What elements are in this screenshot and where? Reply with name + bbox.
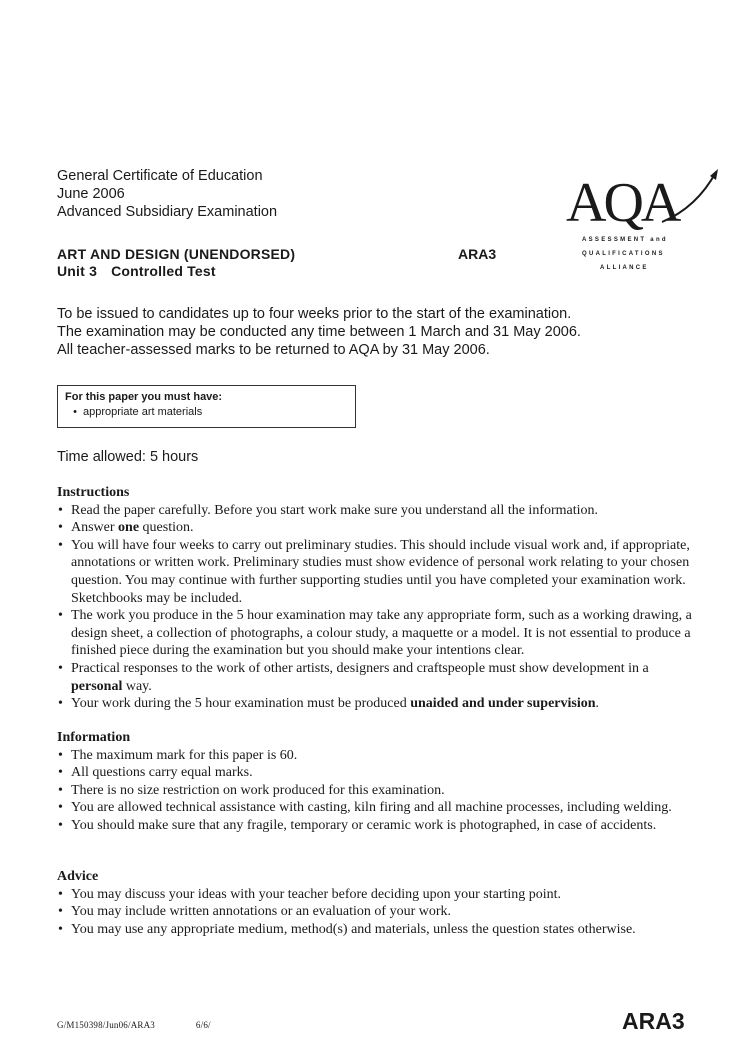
list-item: • You may use any appropriate medium, method(s) and materials, unless the question states otherwise.: [57, 921, 697, 939]
issue-note-1: To be issued to candidates up to four weeks prior to the start of the examination.: [57, 306, 572, 322]
qualification-title: General Certificate of Education: [57, 168, 263, 184]
emphasis: unaided and under supervision: [410, 696, 596, 712]
information-heading: Information: [57, 730, 131, 745]
list-item: • Practical responses to the work of other artists, designers and craftspeople must show development in a personal way.: [57, 660, 697, 695]
issue-notes: [57, 305, 581, 359]
unit-name: Controlled Test: [111, 263, 216, 279]
advice-section: [57, 868, 697, 938]
list-item: • All questions carry equal marks.: [57, 764, 697, 782]
emphasis: one: [118, 520, 140, 536]
instructions-section: [57, 484, 697, 713]
list-item: • There is no size restriction on work produced for this examination.: [57, 782, 697, 800]
information-list: [57, 747, 697, 835]
materials-list: [65, 406, 202, 418]
list-item: • Your work during the 5 hour examination must be produced unaided and under supervision.: [57, 695, 697, 713]
materials-heading: For this paper you must have:: [65, 391, 223, 403]
materials-item: • appropriate art materials: [65, 406, 202, 418]
footer-reference: [57, 1020, 211, 1030]
exam-session: June 2006: [57, 186, 125, 202]
footer-paper-code: ARA3: [622, 1008, 685, 1034]
time-allowed: Time allowed: 5 hours: [57, 449, 199, 465]
unit-line: [57, 263, 295, 280]
logo-tagline-3: ALLIANCE: [600, 265, 649, 271]
advice-list: [57, 886, 697, 939]
list-item: • You are allowed technical assistance with casting, kiln firing and all machine processes, including welding.: [57, 799, 697, 817]
logo-letters: AQA: [566, 172, 679, 234]
subject-block: [57, 246, 295, 280]
exam-header: [57, 167, 277, 221]
list-item: • You may discuss your ideas with your teacher before deciding upon your starting point.: [57, 886, 697, 904]
subject-title: ART AND DESIGN (UNENDORSED): [57, 246, 296, 262]
advice-heading: Advice: [57, 869, 99, 884]
list-item: • The work you produce in the 5 hour examination may take any appropriate form, such as a working drawing, a design sheet, a collection of photographs, a colour study, a maquette or a model. It is not essential to produce a finished piece during the examination but you should make your intentions clear.: [57, 607, 697, 660]
paper-code: ARA3: [458, 246, 497, 262]
logo-tagline-2: QUALIFICATIONS: [582, 251, 665, 257]
list-item: • Read the paper carefully. Before you start work make sure you understand all the information.: [57, 502, 697, 520]
exam-level: Advanced Subsidiary Examination: [57, 204, 278, 220]
logo-tagline-1: ASSESSMENT and: [582, 237, 668, 243]
document-reference: G/M150398/Jun06/ARA3: [57, 1020, 156, 1030]
list-item: • You will have four weeks to carry out preliminary studies. This should include visual work and, if appropriate, annotations or written work. Preliminary studies must show evidence of personal work relating to your chosen question. You may continue with further supporting studies until you have completed your examination work. Sketchbooks may be included.: [57, 537, 697, 607]
list-item: • You should make sure that any fragile, temporary or ceramic work is photographed, in case of accidents.: [57, 817, 697, 835]
list-item: • You may include written annotations or an evaluation of your work.: [57, 903, 697, 921]
issue-note-2: The examination may be conducted any time between 1 March and 31 May 2006.: [57, 324, 581, 340]
materials-box: [57, 385, 356, 428]
issue-note-3: All teacher-assessed marks to be returned to AQA by 31 May 2006.: [57, 342, 490, 358]
information-section: [57, 729, 697, 835]
aqa-logo: [566, 168, 726, 278]
list-item: • Answer one question.: [57, 519, 697, 537]
page-mark: 6/6/: [195, 1020, 211, 1030]
instructions-list: [57, 502, 697, 713]
instructions-heading: Instructions: [57, 485, 130, 500]
unit-number: Unit 3: [57, 263, 98, 279]
emphasis: personal: [71, 678, 123, 694]
list-item: • The maximum mark for this paper is 60.: [57, 747, 697, 765]
